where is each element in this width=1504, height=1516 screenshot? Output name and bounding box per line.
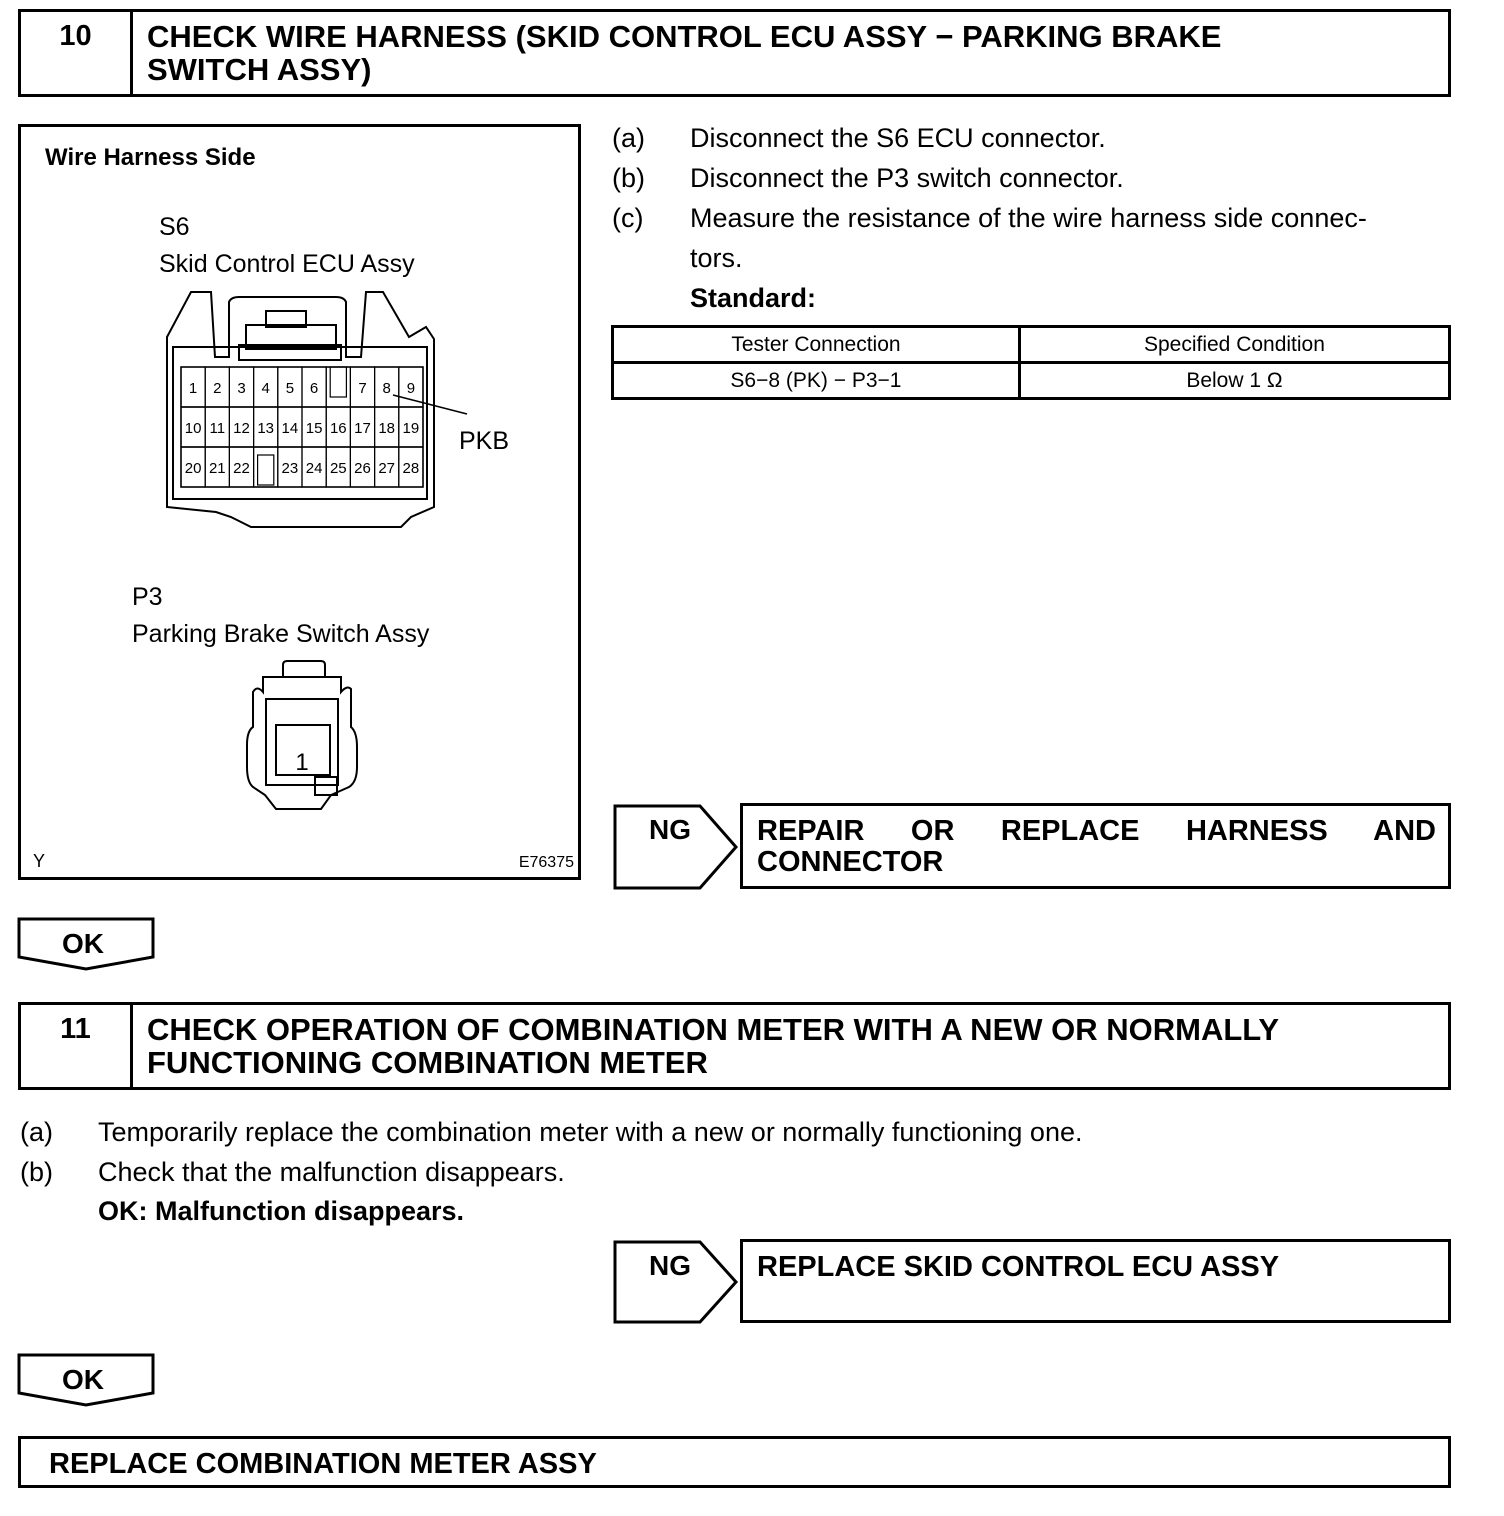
instructions-step11: (a) Temporarily replace the combination meter with a new or normally functioning one. (b) Check that the malfunction disappears. OK: Malfunction disappears. <box>20 1112 1450 1232</box>
pin-number: 21 <box>208 460 226 477</box>
pin-number: 2 <box>213 380 222 397</box>
pin-number: 10 <box>184 420 202 437</box>
s6-connector-outline <box>167 292 434 527</box>
result-text-line2: CONNECTOR <box>757 846 944 878</box>
connector-key-slot <box>258 455 274 485</box>
pin-number: 28 <box>402 460 420 477</box>
p3-connector-outline <box>247 661 357 809</box>
pin-number: 18 <box>378 420 396 437</box>
s6-code: S6 <box>159 213 190 241</box>
result-text <box>757 816 1436 878</box>
standard-label: Standard: <box>690 283 817 313</box>
step-title-line2: FUNCTIONING COMBINATION METER <box>147 1045 708 1080</box>
ok-arrow-2 <box>17 1353 157 1408</box>
figure-corner-label: Y <box>33 851 46 871</box>
pin-number: 11 <box>209 420 226 437</box>
final-action-text: REPLACE COMBINATION METER ASSY <box>49 1448 597 1480</box>
ng-tag: NG <box>649 814 691 845</box>
step-10-header <box>18 9 1451 97</box>
pin-number: 6 <box>309 380 319 397</box>
ok-condition: OK: Malfunction disappears. <box>98 1196 465 1226</box>
step-title-line2: SWITCH ASSY) <box>147 52 372 87</box>
pin-number: 13 <box>257 420 275 437</box>
spec-table-header <box>613 327 1450 363</box>
figure-heading: Wire Harness Side <box>45 144 256 171</box>
s6-pins <box>181 367 423 487</box>
pin-number: 16 <box>329 420 347 437</box>
spec-cell: Below 1 Ω <box>1019 363 1449 399</box>
pin-number: 17 <box>354 420 371 437</box>
pin-number: 20 <box>184 460 202 477</box>
pin-number: 4 <box>261 380 270 397</box>
pkb-leader-line <box>393 395 467 414</box>
result-text-line1: REPAIR OR REPLACE HARNESS AND <box>757 815 1436 847</box>
final-action-box <box>18 1436 1451 1488</box>
step-title-line1: CHECK WIRE HARNESS (SKID CONTROL ECU ASSY − PARKING BRAKE <box>147 19 1222 54</box>
step-11-header <box>18 1002 1451 1090</box>
result-box-step10 <box>740 803 1451 889</box>
result-box-step11 <box>740 1239 1451 1323</box>
pin-number: 25 <box>329 460 347 477</box>
pkb-label: PKB <box>459 427 510 455</box>
pin-number: 14 <box>281 420 299 437</box>
pin-number: 24 <box>305 460 323 477</box>
pin-number: 27 <box>378 460 396 477</box>
pin-number: 22 <box>233 460 250 477</box>
ng-tag: NG <box>649 1250 691 1281</box>
ok-label: OK <box>62 928 104 959</box>
ok-label: OK <box>62 1364 104 1395</box>
step-title <box>147 20 1438 86</box>
pin-number: 3 <box>237 380 246 397</box>
connector-diagram <box>21 127 578 877</box>
pin-number: 7 <box>358 380 367 397</box>
spec-cell: S6−8 (PK) − P3−1 <box>613 363 1020 399</box>
step-title <box>147 1013 1438 1079</box>
pin-number: 8 <box>382 380 391 397</box>
p3-pin-label: 1 <box>295 749 309 776</box>
pin-number: 5 <box>285 380 295 397</box>
pin-number: 12 <box>233 420 250 437</box>
step-title-line1: CHECK OPERATION OF COMBINATION METER WITH A NEW OR NORMALLY <box>147 1012 1280 1047</box>
pin-number: 15 <box>305 420 323 437</box>
ok-arrow-1 <box>17 917 157 972</box>
step-number: 11 <box>21 1005 133 1087</box>
s6-name: Skid Control ECU Assy <box>159 250 415 278</box>
connector-key-slot <box>330 367 346 397</box>
figure-id: E76375 <box>518 854 574 871</box>
pin-number: 23 <box>281 460 299 477</box>
pin-number: 1 <box>188 380 198 397</box>
spec-header-cell: Tester Connection <box>613 327 1020 363</box>
ng-arrow-step11 <box>612 1239 742 1325</box>
spec-table <box>611 325 1451 400</box>
result-text: REPLACE SKID CONTROL ECU ASSY <box>757 1251 1280 1283</box>
pin-number: 9 <box>406 380 416 397</box>
pin-number: 19 <box>402 420 420 437</box>
p3-name: Parking Brake Switch Assy <box>132 620 430 648</box>
p3-code: P3 <box>132 583 163 611</box>
spec-header-cell: Specified Condition <box>1019 327 1449 363</box>
step-number: 10 <box>21 12 133 94</box>
table-row <box>613 363 1450 399</box>
wire-harness-figure <box>18 124 581 880</box>
ng-arrow-step10 <box>612 803 742 891</box>
instructions-step10: (a) Disconnect the S6 ECU connector. (b) Disconnect the P3 switch connector. (c) Measure the resistance of the wire harness side connec- tors. Standard: <box>612 118 1452 318</box>
pin-number: 26 <box>354 460 371 477</box>
